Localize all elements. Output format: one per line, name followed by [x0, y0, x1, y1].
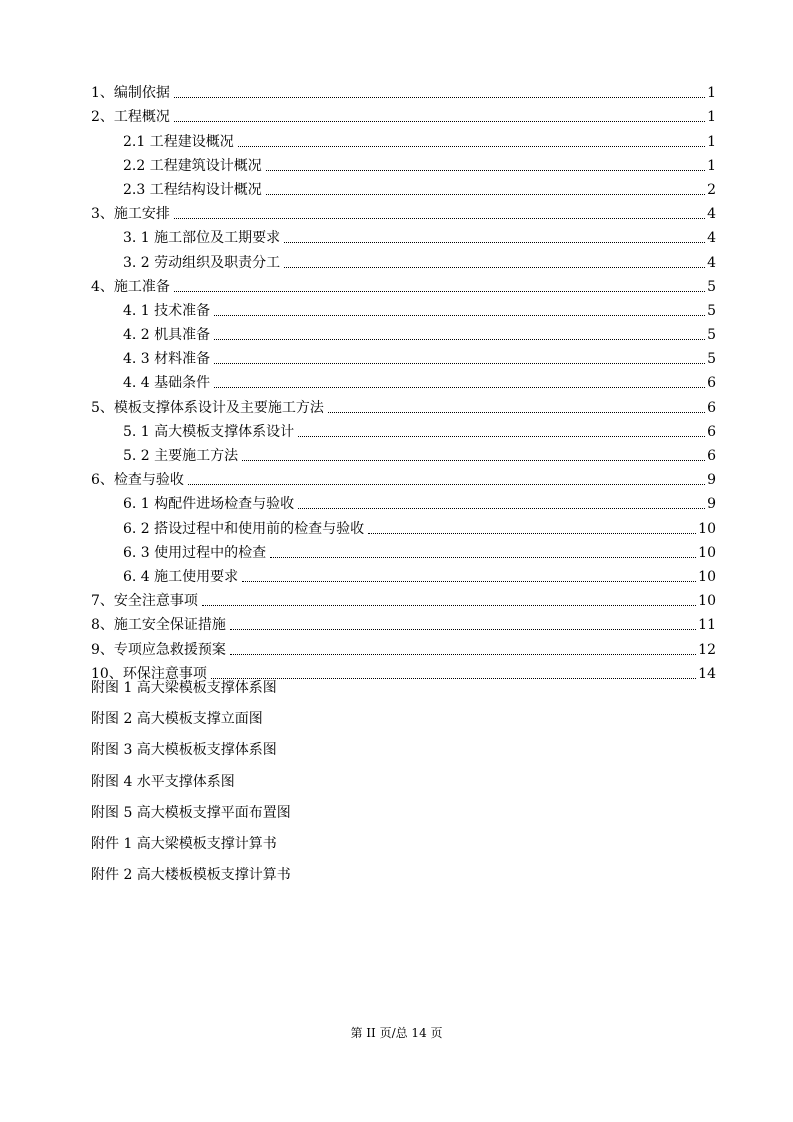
toc-entry-page: 11 [698, 617, 716, 634]
toc-entry-label: 6、检查与验收 [91, 472, 184, 489]
toc-entry-label: 7、安全注意事项 [91, 593, 198, 610]
toc-entry[interactable] [0, 562, 716, 586]
toc-entry-label: 2.2 工程建筑设计概况 [123, 157, 262, 174]
toc-entry[interactable] [0, 223, 716, 247]
toc-entry-label: 2.1 工程建设概况 [123, 133, 234, 150]
toc-entry-page: 5 [707, 302, 716, 319]
toc-entry-page: 6 [707, 448, 716, 464]
toc-entry[interactable] [0, 489, 716, 513]
toc-entry[interactable] [0, 441, 716, 465]
dot-leader [284, 267, 705, 268]
dot-leader [174, 291, 705, 292]
toc-entry-page: 1 [707, 85, 716, 102]
dot-leader [211, 678, 696, 679]
toc-entry-page: 2 [707, 181, 716, 198]
toc-entry-page: 9 [707, 472, 716, 489]
toc-entry-page: 6 [707, 399, 716, 416]
dot-leader [230, 629, 696, 630]
dot-leader [242, 460, 705, 461]
table-of-contents [0, 78, 793, 683]
toc-entry-page: 10 [698, 568, 716, 585]
dot-leader [214, 387, 705, 388]
toc-entry[interactable] [0, 465, 716, 489]
toc-entry-page: 10 [698, 520, 716, 537]
dot-leader [214, 315, 705, 316]
toc-entry-page: 6 [707, 375, 716, 392]
toc-entry-page: 9 [707, 496, 716, 513]
toc-entry-page: 10 [698, 593, 716, 610]
toc-entry-label: 1、编制依据 [91, 85, 170, 102]
toc-entry-label: 6. 3 使用过程中的检查 [123, 544, 267, 561]
dot-leader [230, 654, 696, 655]
toc-entry-page: 5 [707, 351, 716, 368]
dot-leader [266, 194, 705, 195]
toc-entry[interactable] [0, 538, 716, 562]
toc-entry-label: 4. 4 基础条件 [123, 375, 211, 392]
appendix-item: 附图 1 高大梁模板支撑体系图 [91, 680, 277, 696]
appendix-item: 附图 3 高大模板板支撑体系图 [91, 742, 277, 759]
dot-leader [368, 533, 696, 534]
toc-entry-label: 5、模板支撑体系设计及主要施工方法 [91, 399, 324, 416]
toc-entry-label: 6. 1 构配件进场检查与验收 [123, 496, 295, 513]
toc-entry-label: 4. 3 材料准备 [123, 351, 211, 368]
toc-entry-page: 4 [707, 206, 716, 223]
dot-leader [174, 121, 705, 122]
toc-entry-label: 6. 4 施工使用要求 [123, 568, 239, 585]
appendix-item: 附图 2 高大模板支撑立面图 [91, 711, 263, 728]
toc-entry-label: 4. 2 机具准备 [123, 327, 211, 344]
toc-entry-label: 3. 2 劳动组织及职责分工 [123, 254, 281, 271]
toc-entry[interactable] [0, 247, 716, 271]
toc-entry-page: 1 [707, 109, 716, 126]
dot-leader [298, 508, 705, 509]
toc-entry[interactable] [0, 417, 716, 441]
toc-entry[interactable] [0, 272, 716, 296]
toc-entry-page: 10 [698, 544, 716, 561]
appendix-item: 附图 4 水平支撑体系图 [91, 773, 235, 790]
toc-entry[interactable] [0, 586, 716, 610]
dot-leader [242, 581, 696, 582]
toc-entry-label: 6. 2 搭设过程中和使用前的检查与验收 [123, 520, 365, 537]
toc-entry-label: 10、环保注意事项 [91, 665, 207, 682]
toc-entry[interactable] [0, 610, 716, 634]
dot-leader [214, 339, 705, 340]
toc-entry[interactable] [0, 344, 716, 368]
toc-entry-page: 1 [707, 133, 716, 150]
dot-leader [298, 436, 705, 437]
dot-leader [238, 146, 705, 147]
toc-entry[interactable] [0, 199, 716, 223]
toc-entry[interactable] [0, 151, 716, 175]
toc-entry-label: 4. 1 技术准备 [123, 302, 211, 319]
toc-entry[interactable] [0, 320, 716, 344]
appendix-list [91, 680, 291, 898]
toc-entry[interactable] [0, 296, 716, 320]
toc-entry-page: 4 [707, 254, 716, 271]
dot-leader [266, 170, 705, 171]
toc-entry[interactable] [0, 102, 716, 126]
appendix-item: 附图 5 高大模板支撑平面布置图 [91, 804, 291, 821]
toc-entry-page: 14 [698, 665, 716, 682]
toc-entry[interactable] [0, 175, 716, 199]
dot-leader [270, 557, 696, 558]
toc-entry-page: 5 [707, 278, 716, 295]
toc-entry-label: 5. 1 高大模板支撑体系设计 [123, 423, 295, 440]
toc-entry[interactable] [0, 368, 716, 392]
appendix-item: 附件 2 高大楼板模板支撑计算书 [91, 867, 291, 884]
toc-entry-label: 5. 2 主要施工方法 [123, 448, 239, 464]
dot-leader [174, 218, 705, 219]
toc-entry-label: 8、施工安全保证措施 [91, 617, 226, 634]
toc-entry-label: 3. 1 施工部位及工期要求 [123, 230, 281, 247]
toc-entry-page: 6 [707, 423, 716, 440]
toc-entry-label: 2、工程概况 [91, 109, 170, 126]
dot-leader [202, 605, 696, 606]
toc-entry[interactable] [0, 634, 716, 658]
toc-entry[interactable] [0, 392, 716, 416]
dot-leader [188, 484, 705, 485]
appendix-item: 附件 1 高大梁模板支撑计算书 [91, 835, 277, 852]
toc-entry-label: 4、施工准备 [91, 278, 170, 295]
toc-entry-label: 9、专项应急救援预案 [91, 641, 226, 658]
dot-leader [214, 363, 705, 364]
toc-entry[interactable] [0, 78, 716, 102]
toc-entry-label: 3、施工安排 [91, 206, 170, 223]
toc-entry[interactable] [0, 126, 716, 150]
toc-entry-page: 1 [707, 157, 716, 174]
dot-leader [284, 242, 705, 243]
toc-entry-page: 5 [707, 327, 716, 344]
toc-entry[interactable] [0, 513, 716, 537]
toc-entry-page: 4 [707, 230, 716, 247]
dot-leader [174, 97, 705, 98]
page-footer: 第 II 页/总 14 页 [350, 1026, 443, 1040]
toc-entry-page: 12 [698, 641, 716, 658]
toc-entry-label: 2.3 工程结构设计概况 [123, 181, 262, 198]
dot-leader [328, 412, 705, 413]
